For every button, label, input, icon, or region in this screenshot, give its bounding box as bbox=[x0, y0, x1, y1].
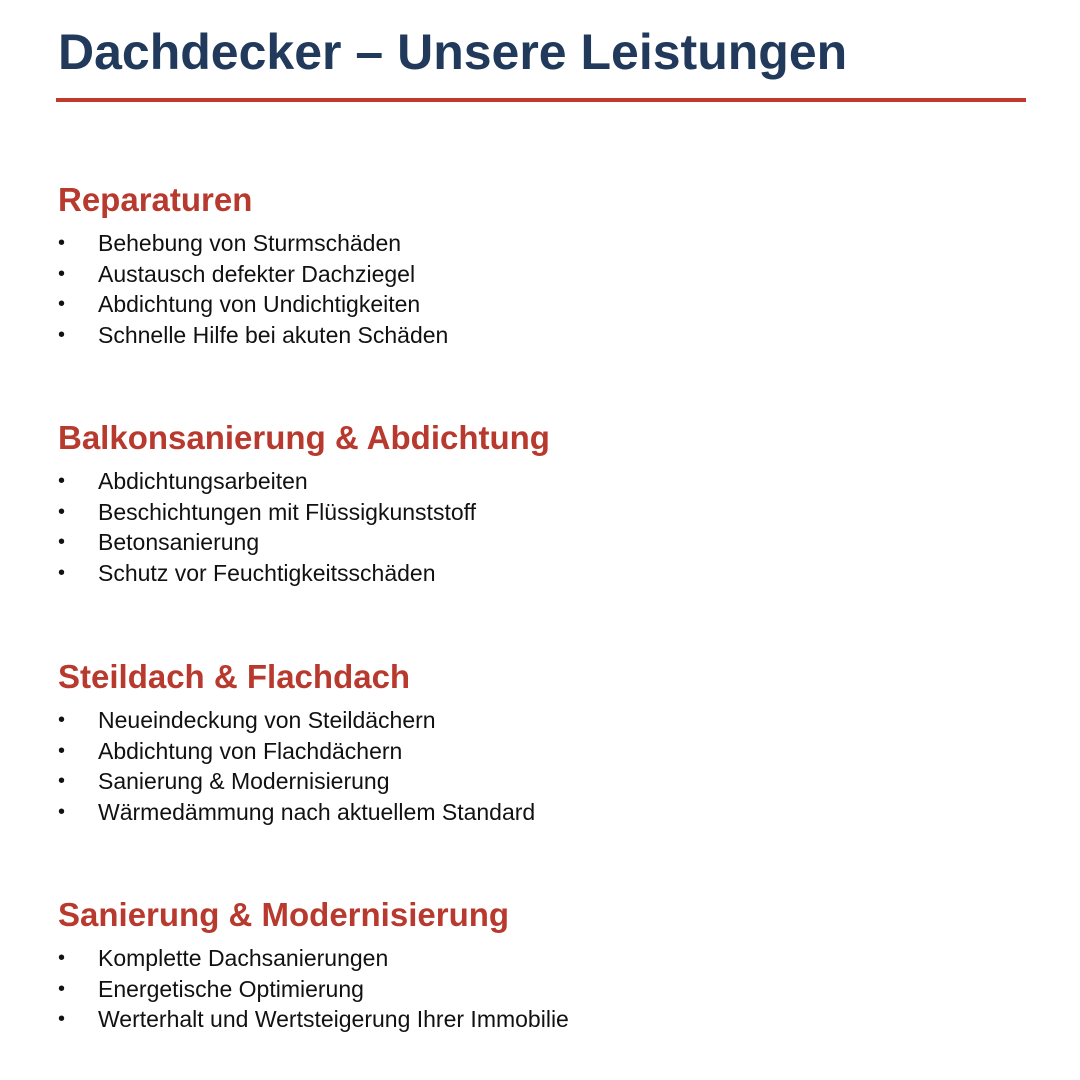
list-item bbox=[58, 259, 1018, 290]
bullet-icon: • bbox=[58, 770, 66, 793]
bullet-icon: • bbox=[58, 1008, 66, 1031]
section-steildach-flachdach bbox=[58, 657, 1018, 827]
section-balkonsanierung bbox=[58, 418, 1018, 588]
list-item bbox=[58, 558, 1018, 589]
list-item bbox=[58, 797, 1018, 828]
list-item bbox=[58, 320, 1018, 351]
bullet-list bbox=[58, 228, 1018, 350]
list-item bbox=[58, 766, 1018, 797]
list-item-text: Betonsanierung bbox=[98, 529, 260, 556]
bullet-list bbox=[58, 466, 1018, 588]
section-reparaturen bbox=[58, 180, 1018, 350]
list-item bbox=[58, 228, 1018, 259]
list-item bbox=[58, 705, 1018, 736]
list-item-text: Neueindeckung von Steildächern bbox=[98, 707, 436, 733]
list-item-text: Werterhalt und Wertsteigerung Ihrer Immobilie bbox=[98, 1006, 569, 1033]
section-heading: Reparaturen bbox=[58, 181, 253, 218]
section-heading: Balkonsanierung & Abdichtung bbox=[58, 419, 550, 456]
bullet-icon: • bbox=[58, 800, 66, 823]
list-item-text: Schnelle Hilfe bei akuten Schäden bbox=[98, 321, 449, 348]
title-divider bbox=[56, 98, 1026, 102]
list-item bbox=[58, 1004, 1018, 1035]
list-item-text: Komplette Dachsanierungen bbox=[98, 945, 389, 971]
list-item-text: Energetische Optimierung bbox=[98, 975, 364, 1002]
bullet-icon: • bbox=[58, 470, 66, 492]
list-item-text: Austausch defekter Dachziegel bbox=[98, 260, 416, 287]
list-item-text: Wärmedämmung nach aktuellem Standard bbox=[98, 798, 536, 825]
bullet-list bbox=[58, 943, 1018, 1035]
section-sanierung-modernisierung bbox=[58, 895, 1018, 1035]
list-item-text: Sanierung & Modernisierung bbox=[98, 768, 390, 795]
list-item bbox=[58, 527, 1018, 558]
bullet-icon: • bbox=[58, 262, 66, 285]
list-item bbox=[58, 974, 1018, 1005]
list-item bbox=[58, 736, 1018, 767]
bullet-icon: • bbox=[58, 709, 66, 731]
list-item-text: Beschichtungen mit Flüssigkunststoff bbox=[98, 498, 476, 525]
section-heading: Steildach & Flachdach bbox=[58, 658, 411, 695]
bullet-list bbox=[58, 705, 1018, 827]
bullet-icon: • bbox=[58, 947, 66, 969]
list-item-text: Abdichtungsarbeiten bbox=[98, 468, 308, 494]
section-heading: Sanierung & Modernisierung bbox=[58, 896, 510, 933]
page-title: Dachdecker – Unsere Leistungen bbox=[58, 24, 848, 80]
list-item bbox=[58, 466, 1018, 497]
list-item bbox=[58, 497, 1018, 528]
list-item bbox=[58, 943, 1018, 974]
bullet-icon: • bbox=[58, 977, 66, 1000]
list-item bbox=[58, 289, 1018, 320]
bullet-icon: • bbox=[58, 531, 66, 554]
bullet-icon: • bbox=[58, 293, 66, 316]
bullet-icon: • bbox=[58, 561, 66, 584]
bullet-icon: • bbox=[58, 739, 66, 762]
list-item-text: Schutz vor Feuchtigkeitsschäden bbox=[98, 559, 436, 586]
bullet-icon: • bbox=[58, 323, 66, 346]
bullet-icon: • bbox=[58, 500, 66, 523]
list-item-text: Abdichtung von Flachdächern bbox=[98, 737, 403, 764]
list-item-text: Abdichtung von Undichtigkeiten bbox=[98, 291, 421, 318]
bullet-icon: • bbox=[58, 232, 66, 254]
list-item-text: Behebung von Sturmschäden bbox=[98, 230, 402, 256]
